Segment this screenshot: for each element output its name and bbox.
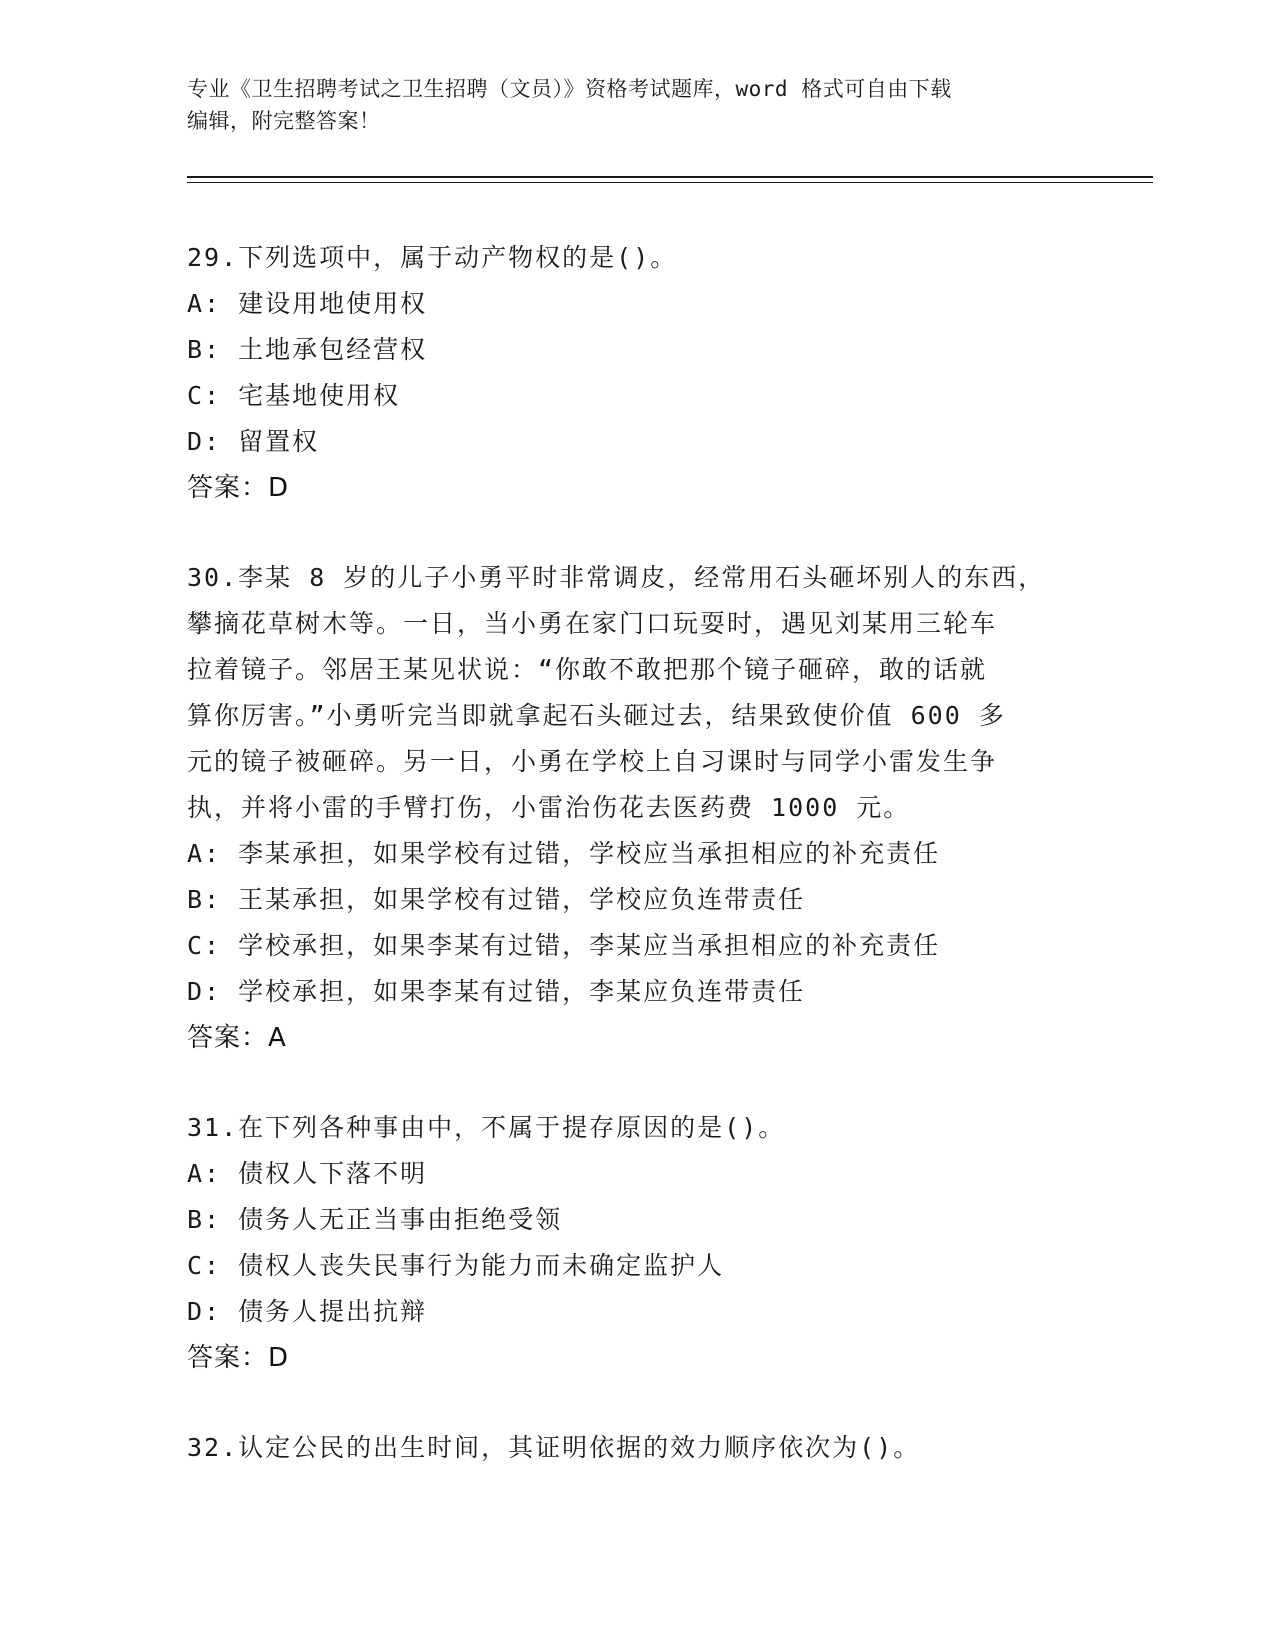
- option-b: B: 债务人无正当事由拒绝受领: [187, 1205, 563, 1234]
- question-stem: 31.在下列各种事由中，不属于提存原因的是()。: [187, 1113, 786, 1142]
- question-stem: 执，并将小雷的手臂打伤，小雷治伤花去医药费 1000 元。: [187, 793, 911, 822]
- question-list: [187, 235, 1057, 1471]
- question-stem: 拉着镜子。邻居王某见状说：“你敢不敢把那个镜子砸碎，敢的话就: [187, 655, 988, 684]
- option-d: D: 学校承担，如果李某有过错，李某应负连带责任: [187, 977, 806, 1006]
- answer: 答案：A: [187, 1023, 287, 1053]
- question-spacer: [187, 1381, 1057, 1425]
- option-d: D: 债务人提出抗辩: [187, 1297, 428, 1326]
- question-stem: 29.下列选项中，属于动产物权的是()。: [187, 243, 678, 272]
- question-spacer: [187, 1061, 1057, 1105]
- question-stem: 元的镜子被砸碎。另一日，小勇在学校上自习课时与同学小雷发生争: [187, 747, 998, 776]
- option-c: C: 债权人丧失民事行为能力而未确定监护人: [187, 1251, 725, 1280]
- header-line-2: 编辑，附完整答案！: [187, 109, 381, 133]
- question-stem: 算你厉害。”小勇听完当即就拿起石头砸过去，结果致使价值 600 多: [187, 701, 1006, 730]
- question-31: [187, 1105, 1057, 1381]
- answer: 答案：D: [187, 473, 290, 503]
- question-32: [187, 1425, 1057, 1471]
- option-b: B: 王某承担，如果学校有过错，学校应负连带责任: [187, 885, 806, 914]
- question-stem: 攀摘花草树木等。一日，当小勇在家门口玩耍时，遇见刘某用三轮车: [187, 609, 998, 638]
- question-stem: 30.李某 8 岁的儿子小勇平时非常调皮，经常用石头砸坏别人的东西，: [187, 563, 1046, 592]
- question-29: [187, 235, 1057, 511]
- option-b: B: 土地承包经营权: [187, 335, 428, 364]
- option-c: C: 宅基地使用权: [187, 381, 401, 410]
- answer: 答案：D: [187, 1343, 290, 1373]
- header-divider-thin: [187, 182, 1153, 183]
- question-stem: 32.认定公民的出生时间，其证明依据的效力顺序依次为()。: [187, 1433, 921, 1462]
- option-d: D: 留置权: [187, 427, 320, 456]
- option-a: A: 债权人下落不明: [187, 1159, 428, 1188]
- option-a: A: 建设用地使用权: [187, 289, 428, 318]
- option-c: C: 学校承担，如果李某有过错，李某应当承担相应的补充责任: [187, 931, 941, 960]
- header-divider-thick: [187, 176, 1153, 178]
- document-header: [187, 73, 1087, 137]
- question-30: [187, 555, 1057, 1061]
- header-line-1: 专业《卫生招聘考试之卫生招聘（文员）》资格考试题库，word 格式可自由下载: [187, 77, 952, 101]
- question-spacer: [187, 511, 1057, 555]
- option-a: A: 李某承担，如果学校有过错，学校应当承担相应的补充责任: [187, 839, 941, 868]
